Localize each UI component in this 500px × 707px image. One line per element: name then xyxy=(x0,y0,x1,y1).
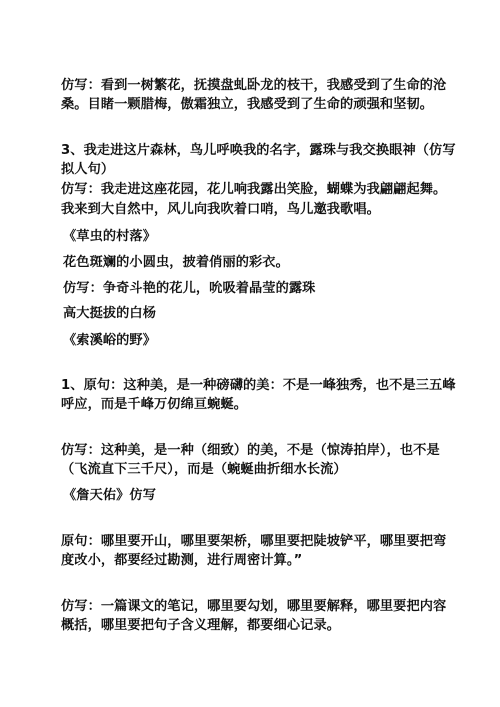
text-line: 高大挺拔的白杨 xyxy=(63,306,157,321)
text-line: 原句：哪里要开山，哪里要架桥，哪里要把陡坡铲平，哪里要把弯 xyxy=(61,534,447,549)
text-line: 我来到大自然中，风儿向我吹着口哨，鸟儿邀我歌唱。 xyxy=(61,202,380,217)
text-line: 仿写：一篇课文的笔记，哪里要勾划，哪里要解释，哪里要把内容 xyxy=(61,599,447,614)
text-line: （飞流直下三千尺），而是（蜿蜒曲折细水长流） xyxy=(61,462,347,477)
text-line: 花色斑斓的小圆虫，披着俏丽的彩衣。 xyxy=(63,255,289,270)
text-line: 1、原句：这种美，是一种磅礴的美：不是一峰独秀，也不是三五峰 xyxy=(61,378,456,393)
text-line: 呼应，而是千峰万仞绵亘蜿蜒。 xyxy=(61,397,248,412)
section-title: 《草虫的村落》 xyxy=(63,229,157,244)
text-line: 仿写：争奇斗艳的花儿，吮吸着晶莹的露珠 xyxy=(63,281,316,296)
text-line: 仿写：这种美，是一种（细致）的美，不是（惊涛拍岸），也不是 xyxy=(61,443,440,458)
text-line: 仿写：看到一树繁花，抚摸盘虬卧龙的枝干，我感受到了生命的沧 xyxy=(61,78,447,93)
text-line: 度改小，都要经过勘测，进行周密计算。” xyxy=(61,553,303,568)
text-line: 概括，哪里要把句子含义理解，都要细心记录。 xyxy=(61,618,341,633)
text-line: 仿写：我走进这座花园，花儿响我露出笑脸，蝴蝶为我翩翩起舞。 xyxy=(61,182,447,197)
section-title: 《詹天佑》仿写 xyxy=(63,488,157,503)
text-line: 拟人句） xyxy=(61,162,115,177)
text-line: 3、我走进这片森林，鸟儿呼唤我的名字，露珠与我交换眼神（仿写 xyxy=(61,143,456,158)
text-line: 桑。目睹一颗腊梅，傲霜独立，我感受到了生命的顽强和坚韧。 xyxy=(61,97,434,112)
section-title: 《索溪峪的野》 xyxy=(63,333,157,348)
